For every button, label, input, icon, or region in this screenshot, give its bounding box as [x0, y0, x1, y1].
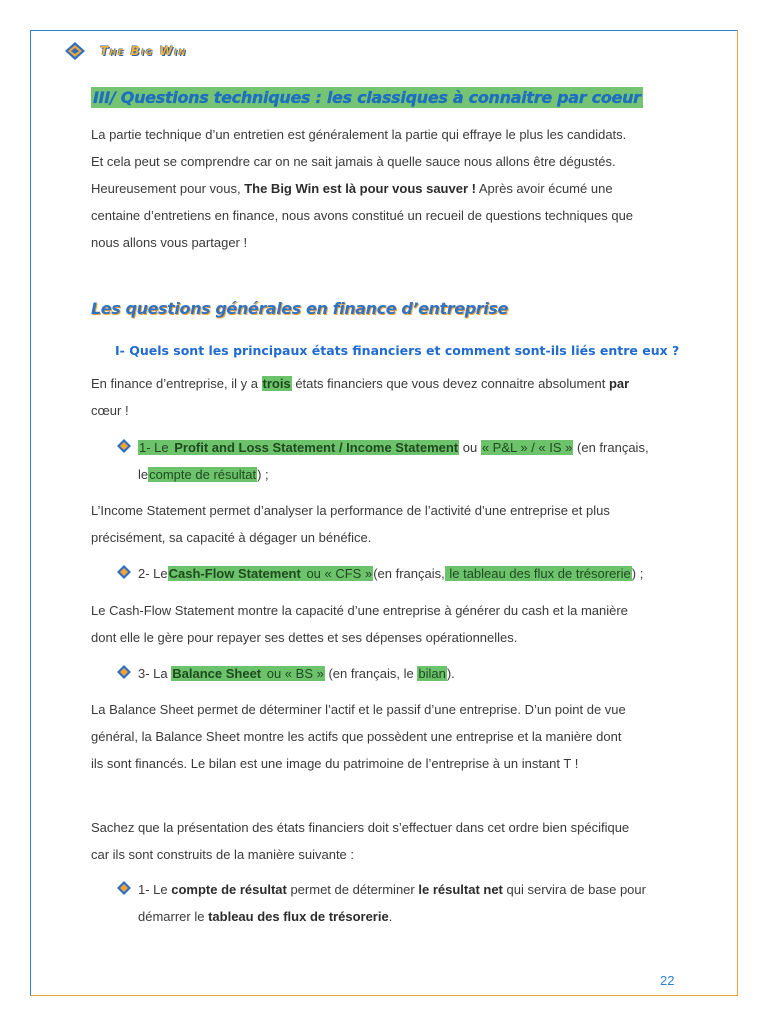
header — [64, 41, 187, 61]
paragraph-order: Sachez que la présentation des états financiers doit s’effectuer dans cet ordre bien spécifique car ils sont construits de la manière suivante : — [91, 820, 630, 862]
paragraph-balance: La Balance Sheet permet de déterminer l’actif et le passif d’une entreprise. D’un point de vue général, la Balance Sheet montre les actifs que possèdent une entreprise et la manière dont ils sont financés. Le bilan est une image du patrimoine de l’entreprise à un instant T ! — [91, 702, 626, 771]
list-item-compte-resultat: 1- Le compte de résultat permet de déterminer le résultat net qui servira de base pour démarrer le tableau des flux de trésorerie. — [138, 882, 646, 924]
bullet-diamond-icon — [117, 439, 131, 453]
question-heading: I- Quels sont les principaux états financiers et comment sont-ils liés entre eux ? — [115, 343, 680, 358]
paragraph-trois: En finance d’entreprise, il y a trois états financiers que vous devez connaitre absolument par cœur ! — [91, 376, 630, 418]
section-title: III/ Questions techniques : les classiques à connaitre par coeur — [93, 88, 641, 107]
intro-paragraph: La partie technique d’un entretien est généralement la partie qui effraye le plus les candidats. Et cela peut se comprendre car on ne sait jamais à quelle sauce nous allons être dégustés. Heureusement pour vous, The Big Win est là pour vous sauver ! Après avoir écumé une centaine d’entretiens en finance, nous avons constitué un recueil de questions techniques que nous allons vous partager ! — [91, 127, 634, 250]
paragraph-income: L’Income Statement permet d’analyser la performance de l’activité d’une entreprise et plus précisément, sa capacité à dégager un bénéfice. — [91, 503, 610, 545]
logo-icon — [64, 41, 86, 61]
page-number: 22 — [660, 973, 675, 988]
paragraph-cashflow: Le Cash-Flow Statement montre la capacité d’une entreprise à générer du cash et la manière dont elle le gère pour repayer ses dettes et ses dépenses opérationnelles. — [91, 603, 628, 645]
bullet-diamond-icon — [117, 881, 131, 895]
list-item-income-statement: 1- Le Profit and Loss Statement / Income Statement ou « P&L » / « IS » (en français, lecompte de résultat) ; — [138, 440, 649, 482]
list-item-balance-sheet: 3- La Balance Sheet ou « BS » (en français, le bilan). — [138, 666, 455, 681]
list-item-cash-flow: 2- LeCash-Flow Statement ou « CFS »(en français, le tableau des flux de trésorerie) ; — [138, 566, 644, 581]
subsection-title: Les questions générales en finance d’entreprise — [91, 299, 508, 318]
brand-name: The Big Win — [100, 44, 187, 58]
bullet-diamond-icon — [117, 565, 131, 579]
bullet-diamond-icon — [117, 665, 131, 679]
